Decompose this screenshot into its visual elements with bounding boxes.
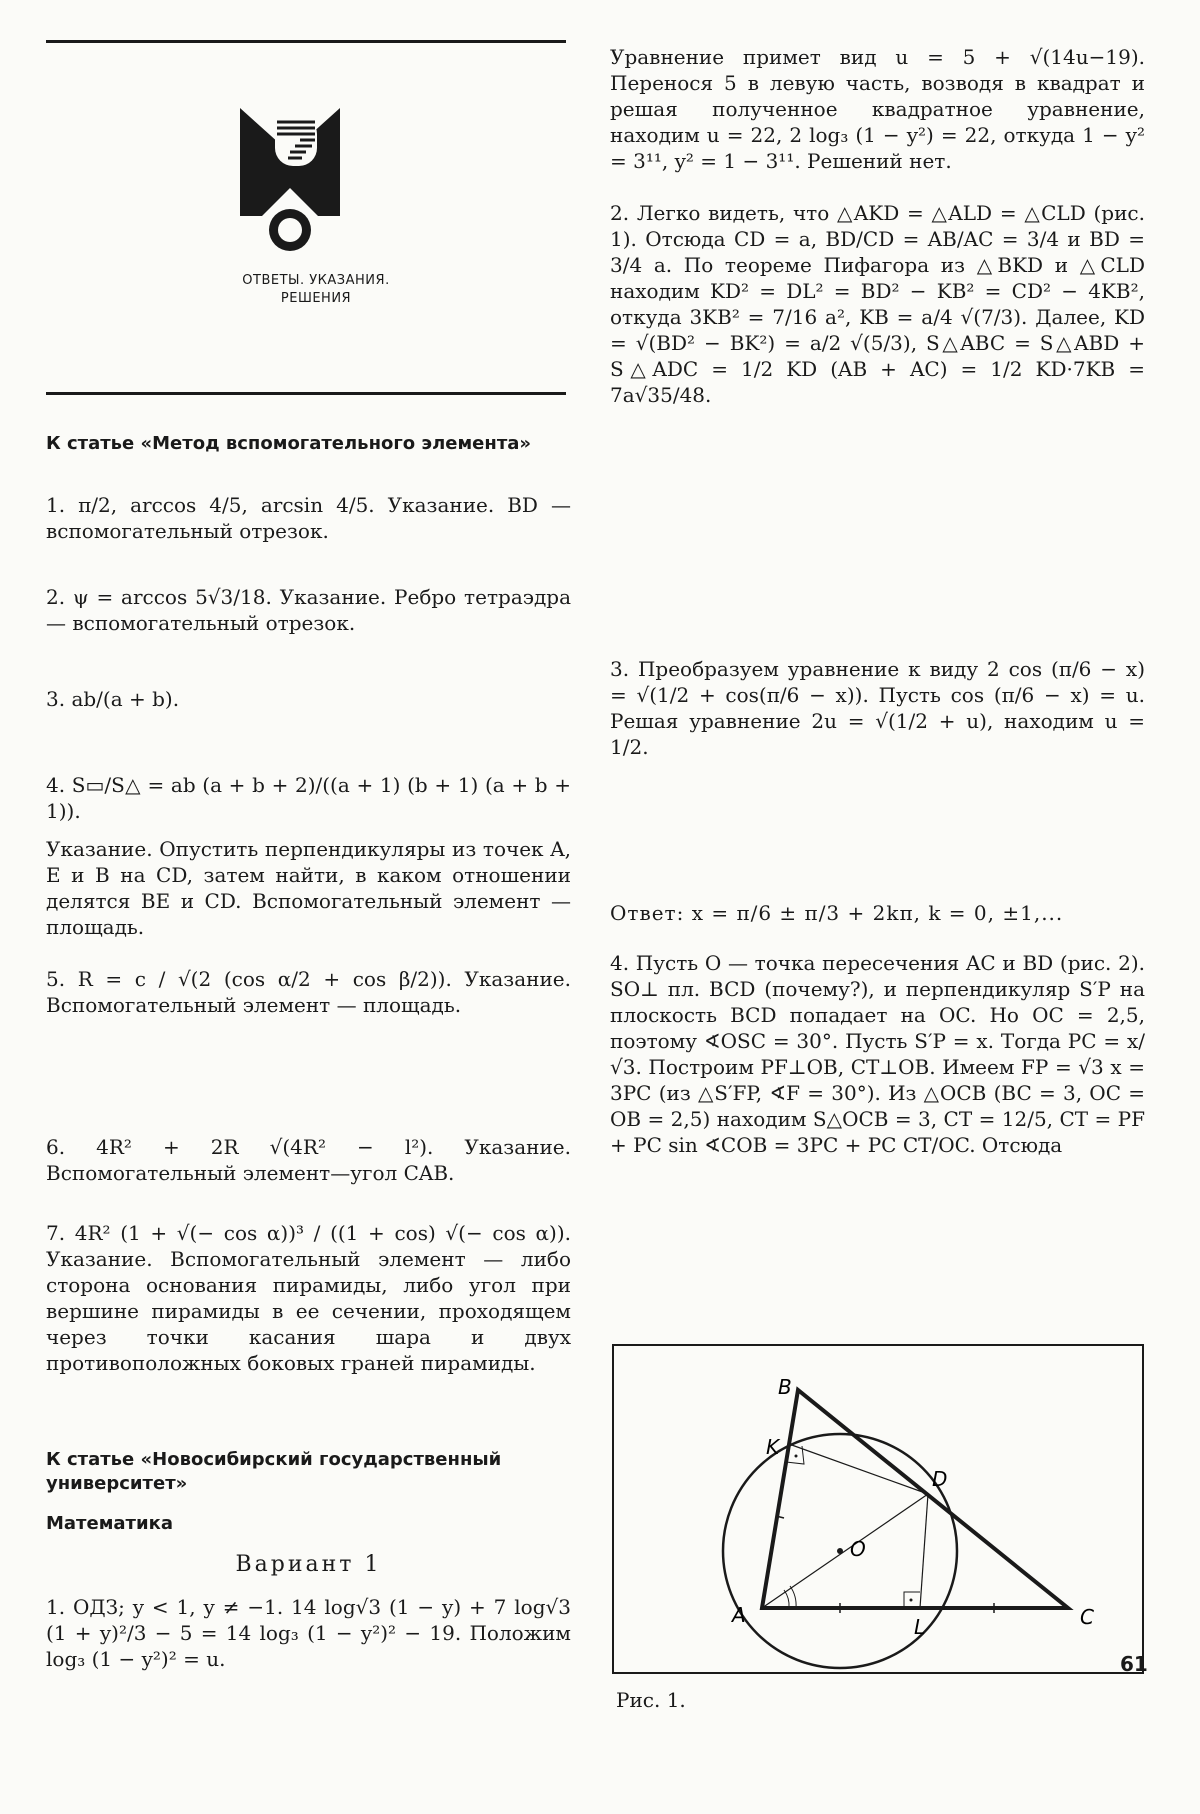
article2-title: К статье «Новосибирский государственный университет» xyxy=(46,1449,502,1494)
label-k: K xyxy=(766,1435,780,1459)
item-2: 2. ψ = arccos 5√3/18. Указание. Ребро тетраэдра — вспомогательный отрезок. xyxy=(46,585,571,635)
segment-ad xyxy=(762,1494,928,1608)
triangle-abc xyxy=(762,1390,1068,1608)
variant-heading: Вариант 1 xyxy=(235,1552,382,1577)
paragraph-3: 3. Преобразуем уравнение к виду 2 cos (π/6 − x) = √(1/2 + cos(π/6 − x)). Пусть cos (π/6 − x) = u. Решая уравнение 2u = √(1/2 + u), находим u = 1/2. xyxy=(610,657,1145,759)
question-mark-logo-icon xyxy=(240,108,340,253)
figure-1-frame xyxy=(612,1344,1144,1674)
section-rule xyxy=(46,392,566,395)
paragraph-1: Уравнение примет вид u = 5 + √(14u−19). Перенося 5 в левую часть, возводя в квадрат и решая полученное квадратное уравнение, находим u = 22, 2 log₃ (1 − y²) = 22, откуда 1 − y² = 3¹¹, y² = 1 − 3¹¹. Решений нет. xyxy=(610,45,1145,173)
section-title-line1: ОТВЕТЫ. УКАЗАНИЯ. xyxy=(242,273,390,288)
item-1: 1. π/2, arccos 4/5, arcsin 4/5. Указание. BD — вспомогательный отрезок. xyxy=(46,493,571,543)
label-a: A xyxy=(732,1603,746,1627)
subject-heading: Математика xyxy=(46,1513,173,1534)
segment-dl xyxy=(920,1494,928,1608)
label-b: B xyxy=(778,1375,792,1399)
label-l: L xyxy=(914,1615,926,1639)
right-angle-l-dot xyxy=(910,1599,913,1602)
item-4-hint: Указание. Опустить перпендикуляры из точек A, E и B на CD, затем найти, в каком отношении делятся BE и CD. Вспомогательный элемент — площадь. xyxy=(46,837,571,939)
right-angle-k-dot xyxy=(795,1455,798,1458)
article1-title: К статье «Метод вспомогательного элемента» xyxy=(46,433,532,454)
segment-kd xyxy=(789,1444,928,1494)
item-6: 6. 4R² + 2R √(4R² − l²). Указание. Вспомогательный элемент—угол CAB. xyxy=(46,1135,571,1185)
section-title-line2: РЕШЕНИЯ xyxy=(280,291,352,306)
paragraph-2: 2. Легко видеть, что △AKD = △ALD = △CLD (рис. 1). Отсюда CD = a, BD/CD = AB/AC = 3/4 и BD = 3/4 a. По теореме Пифагора из △BKD и △CLD находим KD² = DL² = BD² − KB² = CD² − 4KB², откуда 3KB² = 7/16 a², KB = a/4 √(7/3). Далее, KD = √(BD² − BK²) = a/2 √(5/3), S△ABC = S△ABD + S△ADC = 1/2 KD (AB + AC) = 1/2 KD·7KB = 7a√35/48. xyxy=(610,201,1145,407)
figure-1-diagram xyxy=(614,1346,1142,1672)
label-o: O xyxy=(850,1537,866,1561)
label-d: D xyxy=(932,1467,948,1491)
page-number: 61 xyxy=(1120,1652,1148,1676)
item-7: 7. 4R² (1 + √(− cos α))³ / ((1 + cos) √(− cos α)). Указание. Вспомогательный элемент — либо сторона основания пирамиды, либо угол при вершине пирамиды в ее сечении, проходящем через точки касания шара и двух противоположных боковых граней пирамиды. xyxy=(46,1221,571,1375)
nsu-item-1: 1. ОДЗ; y < 1, y ≠ −1. 14 log√3 (1 − y) + 7 log√3 (1 + y)²/3 − 5 = 14 log₃ (1 − y²)² − 19. Положим log₃ (1 − y²)² = u. xyxy=(46,1595,571,1671)
top-rule xyxy=(46,40,566,43)
section-title xyxy=(46,272,586,308)
angle-arc-a1 xyxy=(790,1586,796,1608)
figure-1-caption: Рис. 1. xyxy=(616,1688,686,1712)
item-3: 3. ab/(a + b). xyxy=(46,687,180,711)
item-4: 4. S▭/S△ = ab (a + b + 2)/((a + 1) (b + 1) (a + b + 1)). xyxy=(46,773,571,823)
answer-line: Ответ: x = π/6 ± π/3 + 2kπ, k = 0, ±1,... xyxy=(610,901,1064,925)
label-c: C xyxy=(1080,1605,1094,1629)
item-5: 5. R = c / √(2 (cos α/2 + cos β/2)). Указание. Вспомогательный элемент — площадь. xyxy=(46,967,571,1017)
center-point xyxy=(837,1548,843,1554)
paragraph-4: 4. Пусть O — точка пересечения AC и BD (рис. 2). SO⊥ пл. BCD (почему?), и перпендикуляр S′P на плоскость BCD попадает на OC. Но OC = 2,5, поэтому ∢OSC = 30°. Пусть S′P = x. Тогда PC = x/√3. Построим PF⊥OB, CT⊥OB. Имеем FP = √3 x = 3PC (из △S′FP, ∢F = 30°). Из △OCB (BC = 3, OC = OB = 2,5) находим S△OCB = 3, CT = 12/5, CT = PF + PC sin ∢COB = 3PC + PC CT/OC. Отсюда xyxy=(610,951,1145,1157)
